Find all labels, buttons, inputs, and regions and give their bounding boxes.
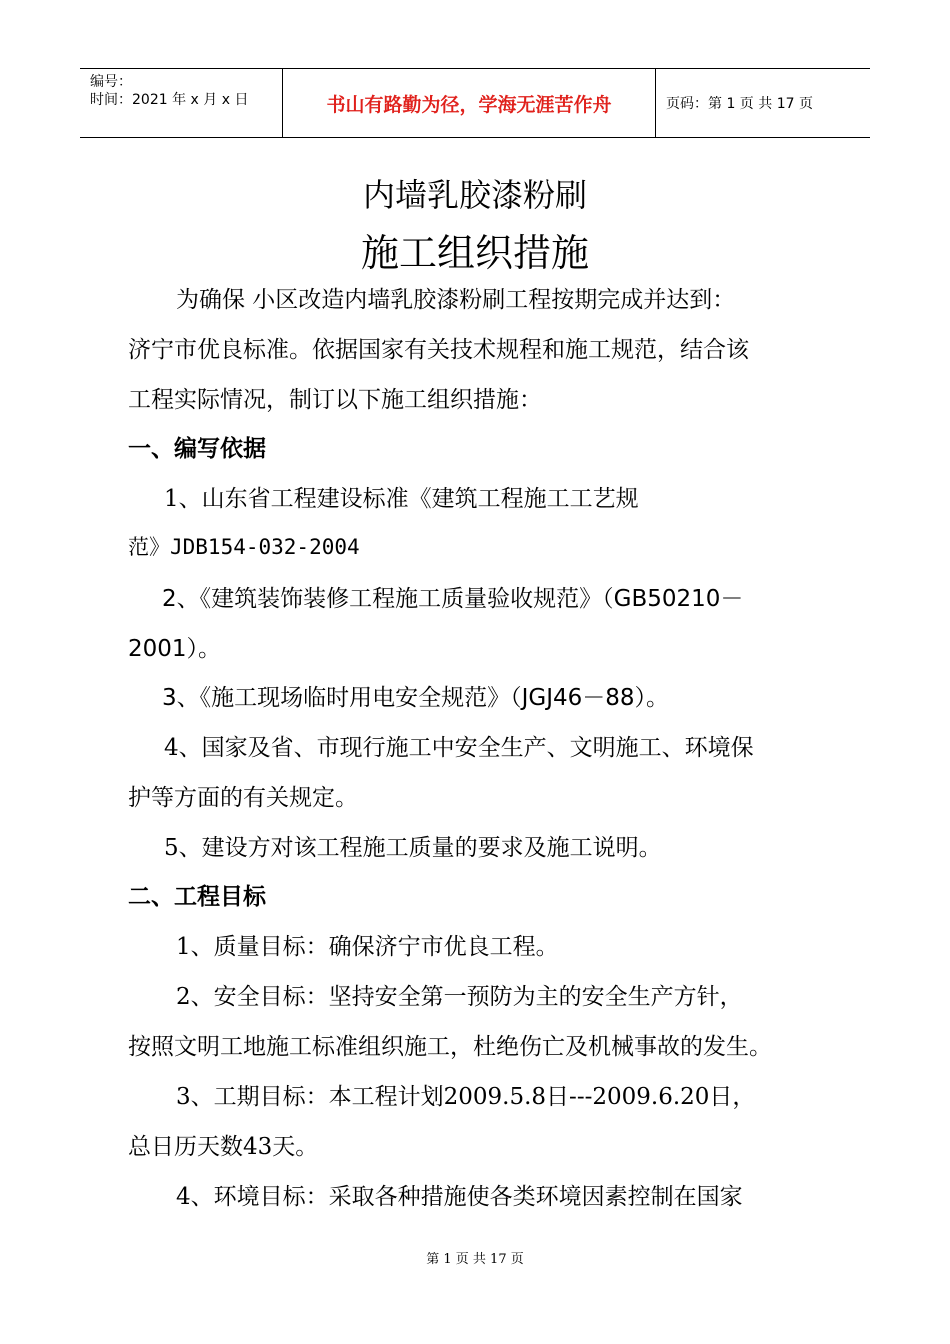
section2-item3-line2: 总日历天数43天。	[128, 1134, 319, 1160]
section1-item4-line1: 4、国家及省、市现行施工中安全生产、文明施工、环境保	[164, 735, 754, 761]
section1-item2-line2: 2001）。	[128, 636, 222, 662]
header-left-cell	[80, 69, 282, 137]
section2-heading: 二、工程目标	[128, 884, 266, 910]
section2-item3-line1: 3、工期目标：本工程计划2009.5.8日---2009.6.20日，	[176, 1084, 756, 1110]
time-label: 时间：2021 年 x 月 x 日	[90, 92, 249, 108]
section1-item1-line1: 1、山东省工程建设标准《建筑工程施工工艺规	[164, 486, 639, 512]
section1-item4-line2: 护等方面的有关规定。	[128, 785, 358, 811]
intro-line-2: 济宁市优良标准。依据国家有关技术规程和施工规范，结合该	[128, 337, 749, 363]
section1-item1-line2: 范》JDB154-032-2004	[128, 535, 360, 559]
section1-item5: 5、建设方对该工程施工质量的要求及施工说明。	[164, 835, 662, 861]
section2-item2-line1: 2、安全目标：坚持安全第一预防为主的安全生产方针，	[176, 984, 743, 1010]
section1-item3: 3、《施工现场临时用电安全规范》（JGJ46－88）。	[162, 685, 670, 711]
page-info: 页码：第 1 页 共 17 页	[666, 96, 813, 112]
page-footer: 第 1 页 共 17 页	[426, 1252, 524, 1267]
section2-item2-line2: 按照文明工地施工标准组织施工，杜绝伤亡及机械事故的发生。	[128, 1034, 772, 1060]
number-label: 编号：	[90, 74, 132, 90]
section2-item1: 1、质量目标：确保济宁市优良工程。	[176, 934, 559, 960]
header-table	[80, 68, 870, 138]
document-title-line1: 内墙乳胶漆粉刷	[362, 176, 587, 214]
motto: 书山有路勤为径，学海无涯苦作舟	[282, 69, 656, 137]
section2-item4: 4、环境目标：采取各种措施使各类环境因素控制在国家	[176, 1184, 743, 1210]
intro-line-1: 为确保 小区改造内墙乳胶漆粉刷工程按期完成并达到：	[176, 287, 736, 313]
intro-line-3: 工程实际情况，制订以下施工组织措施：	[128, 387, 542, 413]
section1-item2-line1: 2、《建筑装饰装修工程施工质量验收规范》（GB50210－	[162, 586, 744, 612]
section1-heading: 一、编写依据	[128, 436, 266, 462]
document-title-line2: 施工组织措施	[360, 231, 589, 275]
